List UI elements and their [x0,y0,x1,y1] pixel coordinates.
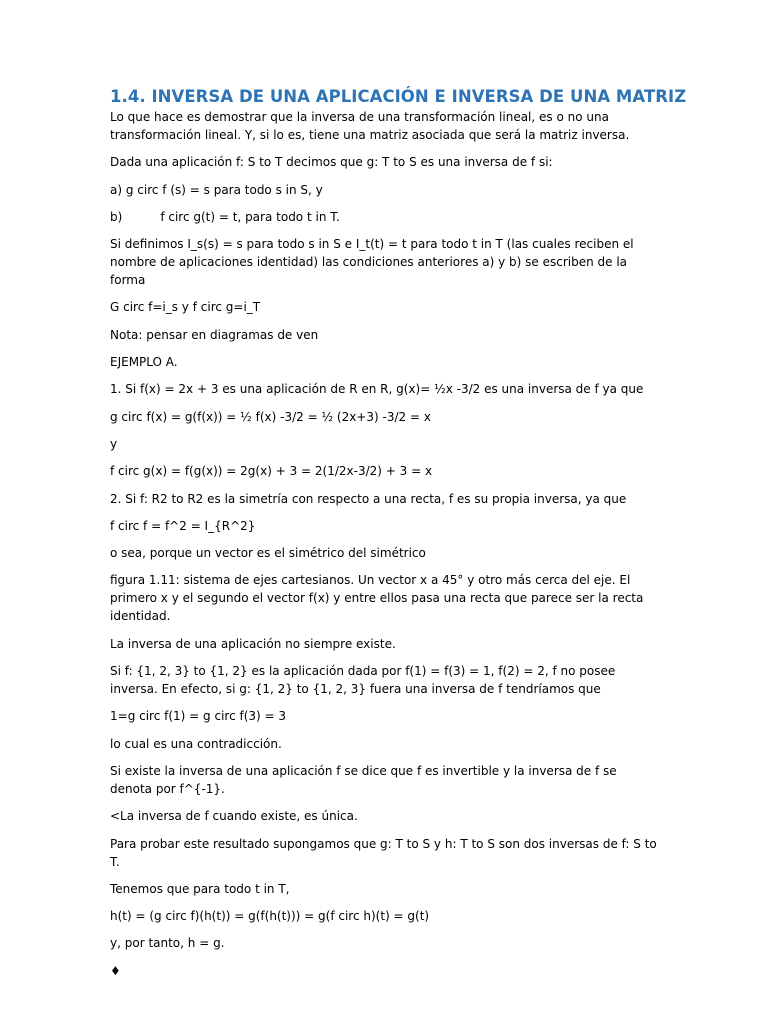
proof-line-1: Tenemos que para todo t in T, [110,881,290,896]
example-2-note: o sea, porque un vector es el simétrico del simétrico [110,546,426,561]
note: Nota: pensar en diagramas de ven [110,327,319,342]
example-1: 1. Si f(x) = 2x + 3 es una aplicación de R en R, g(x)= ½x -3/2 es una inversa de f ya que [110,382,644,397]
example-1-gf: g circ f(x) = g(f(x)) = ½ f(x) -3/2 = ½ (2x+3) -3/2 = x [110,409,431,424]
condition-b-text: f circ g(t) = t, para todo t in T. [160,209,340,224]
paragraph-definition: Dada una aplicación f: S to T decimos que g: T to S es una inversa de f si: [110,155,553,170]
proof-conclusion: y, por tanto, h = g. [110,936,225,951]
document-page [110,86,687,980]
example-2: 2. Si f: R2 to R2 es la simetría con respecto a una recta, f es su propia inversa, ya que [110,491,627,506]
contradiction: lo cual es una contradicción. [110,736,282,751]
proof-formula: h(t) = (g circ f)(h(t)) = g(f(h(t))) = g(f circ h)(t) = g(t) [110,909,430,924]
example-heading: EJEMPLO A. [110,355,178,370]
paragraph-intro: Lo que hace es demostrar que la inversa de una transformación lineal, es o no una transformación lineal. Y, si lo es, tiene una matriz asociada que será la matriz inversa. [110,110,630,142]
counterexample-formula: 1=g circ f(1) = g circ f(3) = 3 [110,709,287,724]
identity-formula: G circ f=i_s y f circ g=i_T [110,300,261,315]
uniqueness-claim: <La inversa de f cuando existe, es única. [110,809,358,824]
paragraph-not-always: La inversa de una aplicación no siempre existe. [110,636,396,651]
paragraph-invertible: Si existe la inversa de una aplicación f se dice que f es invertible y la inversa de f se denota por f^{-1}. [110,763,617,796]
paragraph-counterexample: Si f: {1, 2, 3} to {1, 2} es la aplicación dada por f(1) = f(3) = 1, f(2) = 2, f no posee inversa. En efecto, si g: {1, 2} to {1, 2, 3} fuera una inversa de f tendríamos que [110,664,616,697]
figure-description: figura 1.11: sistema de ejes cartesianos. Un vector x a 45° y otro más cerca del eje. El primero x y el segundo el vector f(x) y entre ellos pasa una recta que parece ser la recta identidad. [110,573,644,624]
proof-setup: Para probar este resultado supongamos que g: T to S y h: T to S son dos inversas de f: S to T. [110,836,657,869]
example-1-y: y [110,436,118,451]
end-diamond-icon: ♦ [110,963,121,978]
condition-b-label: b) [110,209,123,224]
example-1-fg: f circ g(x) = f(g(x)) = 2g(x) + 3 = 2(1/2x-3/2) + 3 = x [110,464,433,479]
condition-b [110,208,662,226]
paragraph-identity: Si definimos I_s(s) = s para todo s in S e I_t(t) = t para todo t in T (las cuales reciben el nombre de aplicaciones identidad) las condiciones anteriores a) y b) se escriben de la forma [110,237,634,288]
section-heading: 1.4. INVERSA DE UNA APLICACIÓN E INVERSA DE UNA MATRIZ [110,87,687,106]
condition-a: a) g circ f (s) = s para todo s in S, y [110,182,323,197]
example-2-formula: f circ f = f^2 = I_{R^2} [110,518,256,533]
